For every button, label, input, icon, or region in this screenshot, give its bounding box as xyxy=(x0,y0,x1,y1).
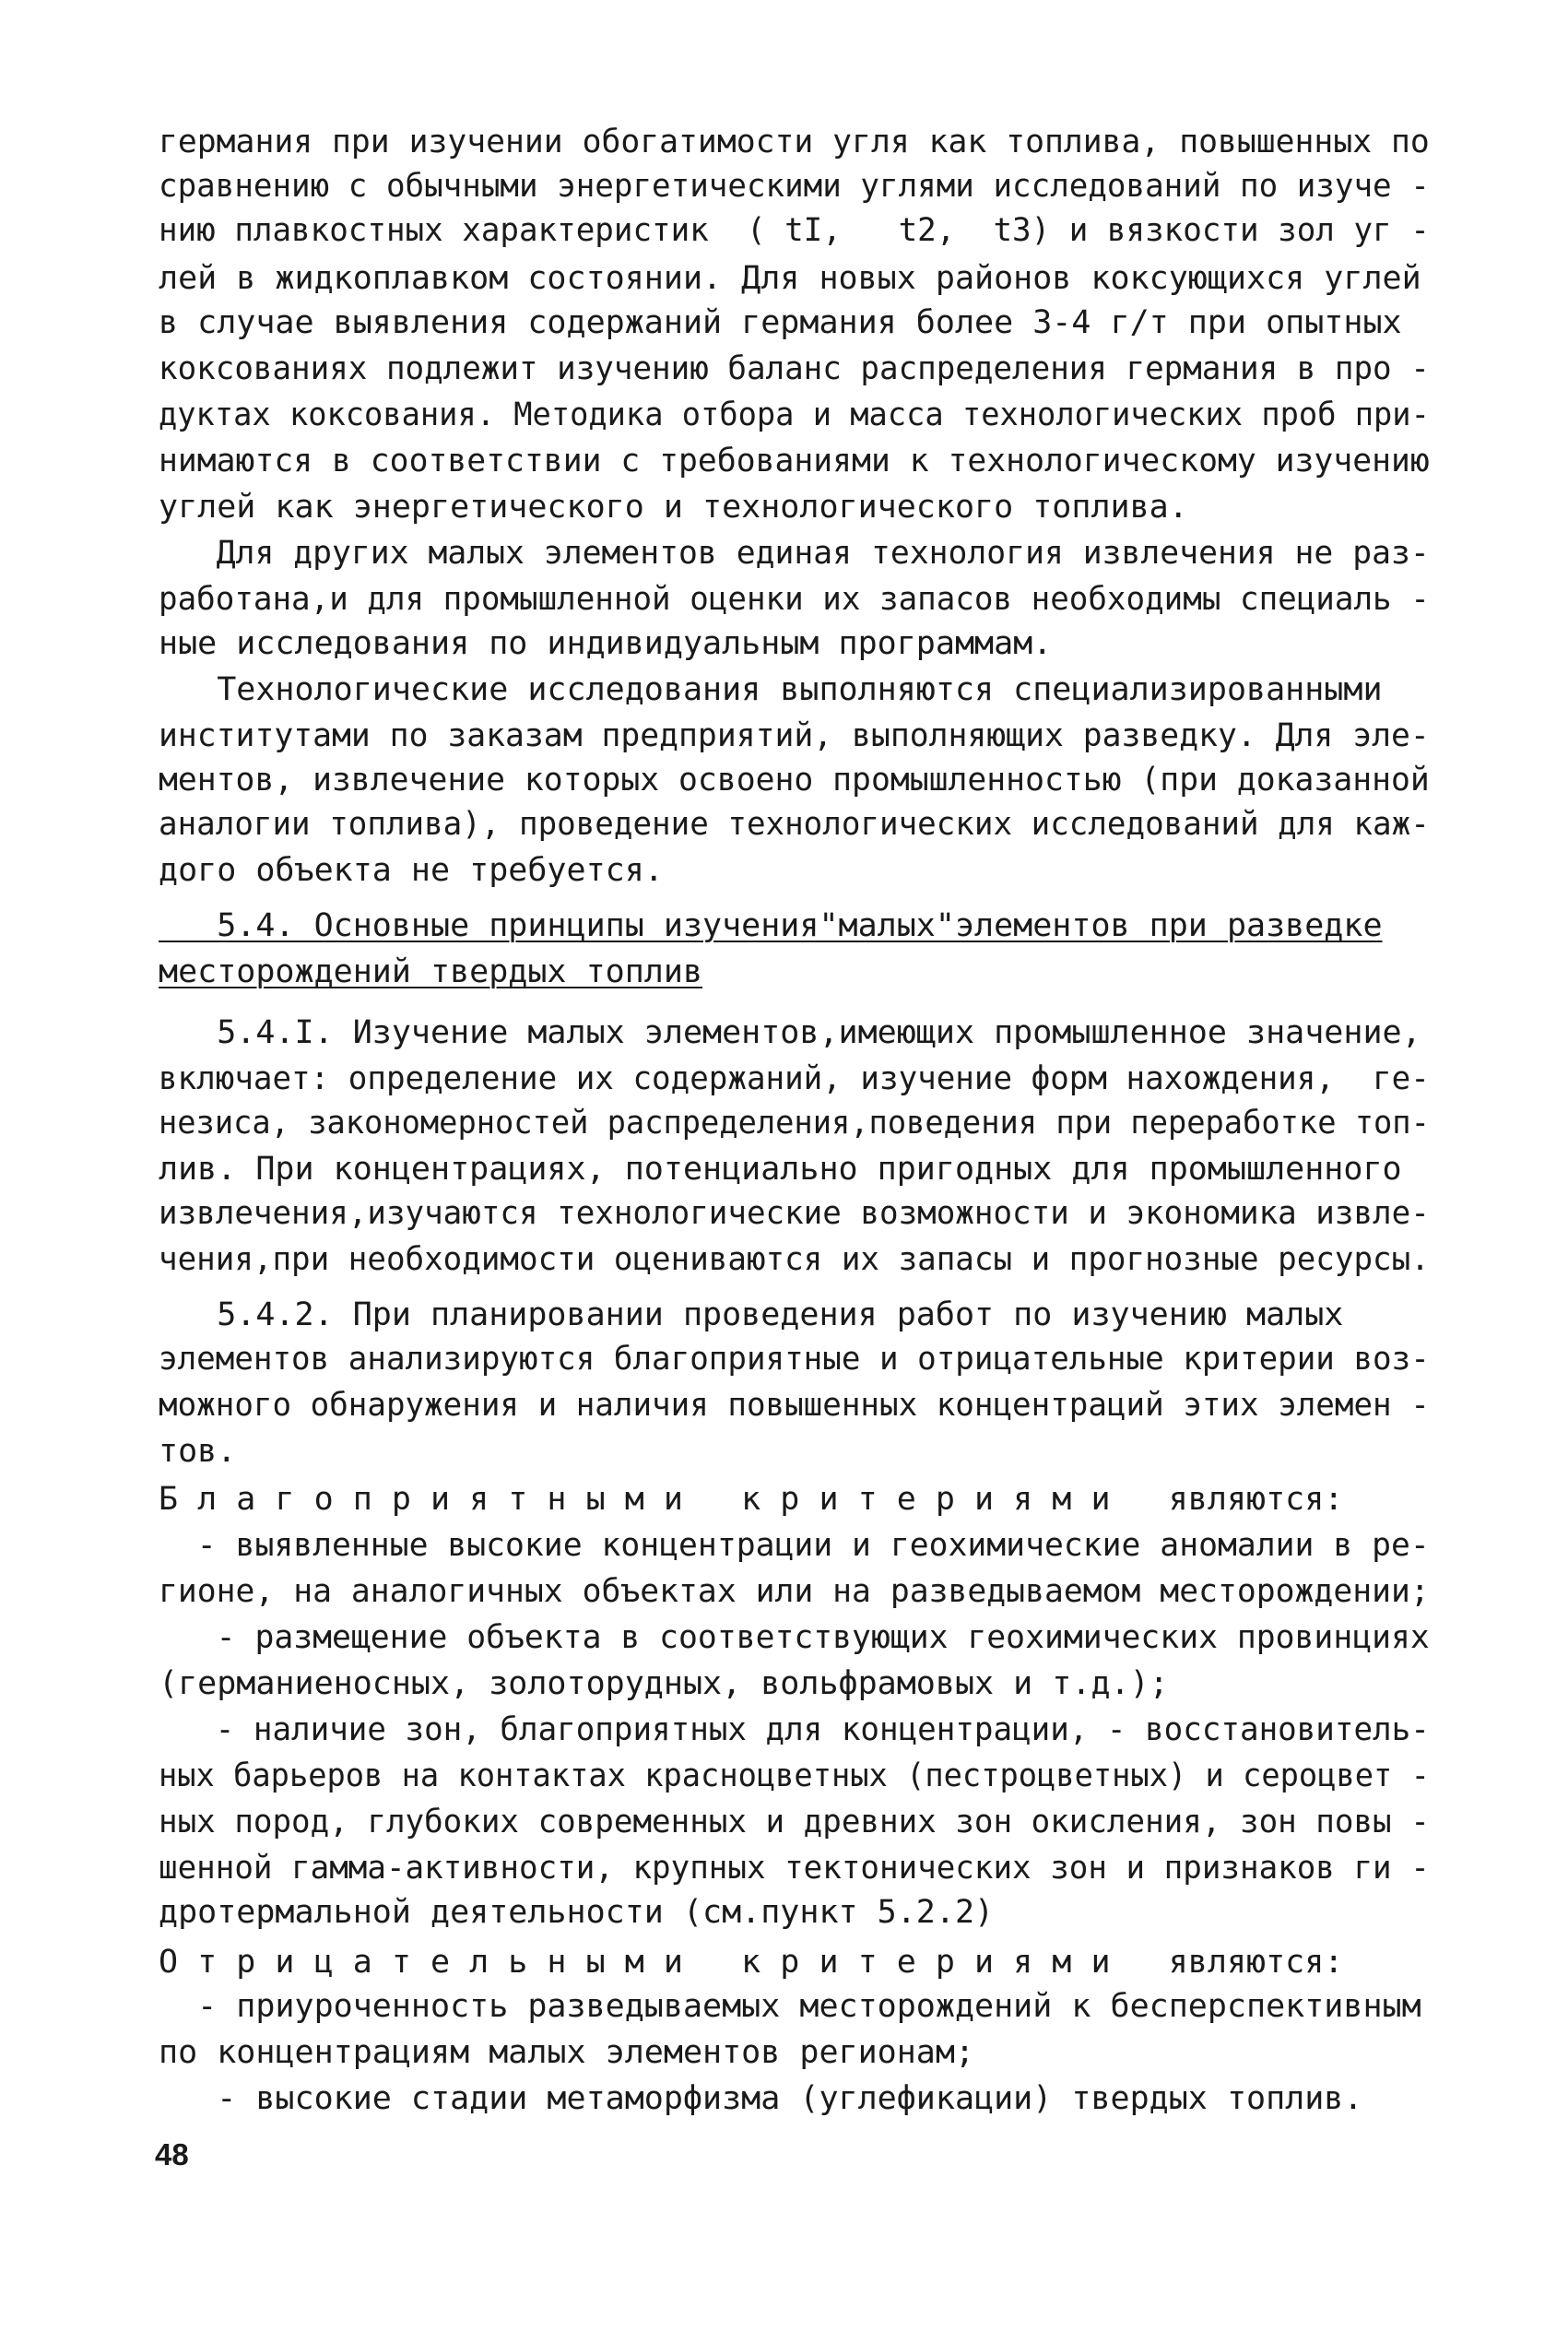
text-line: элементов анализируются благоприятные и отрицательные критерии воз- xyxy=(159,1341,1430,1378)
text-line: ные исследования по индивидуальным программам. xyxy=(159,625,1053,662)
page-number: 48 xyxy=(155,2137,189,2171)
section-heading: месторождений твердых топлив xyxy=(159,953,703,990)
text-line: можного обнаружения и наличия повышенных концентраций этих элемен - xyxy=(159,1387,1430,1424)
text-line: аналогии топлива), проведение технологических исследований для каж- xyxy=(159,806,1430,843)
text-line: по концентрациям малых элементов регионам; xyxy=(159,2034,975,2071)
text-line: Для других малых элементов единая технология извлечения не раз- xyxy=(159,535,1430,572)
text-line: углей как энергетического и технологического топлива. xyxy=(159,489,1188,526)
text-line: работана,и для промышленной оценки их запасов необходимы специаль - xyxy=(159,581,1430,618)
text-line: гионе, на аналогичных объектах или на разведываемом месторождении; xyxy=(159,1573,1430,1610)
text-line: нию плавкостных характеристик ( tI, t2, t3) и вязкости зол уг - xyxy=(159,212,1430,249)
text-line: незиса, закономерностей распределения,поведения при переработке топ- xyxy=(159,1105,1430,1142)
text-line: - наличие зон, благоприятных для концентрации, - восстановитель- xyxy=(159,1711,1430,1748)
text-line: германия при изучении обогатимости угля как топлива, повышенных по xyxy=(159,124,1430,160)
text-line: в случае выявления содержаний германия более 3-4 г/т при опытных xyxy=(159,304,1402,341)
text-line: сравнению с обычными энергетическими углями исследований по изуче - xyxy=(159,168,1430,205)
text-line: 5.4.I. Изучение малых элементов,имеющих промышленное значение, xyxy=(159,1014,1421,1051)
text-line: извлечения,изучаются технологические возможности и экономика извле- xyxy=(159,1195,1430,1232)
text-line: коксованиях подлежит изучению баланс распределения германия в про - xyxy=(159,350,1430,387)
section-heading: 5.4. Основные принципы изучения"малых"элементов при разведке xyxy=(159,907,1383,944)
text-line: 5.4.2. При планировании проведения работ по изучению малых xyxy=(159,1296,1344,1333)
text-line: - высокие стадии метаморфизма (углефикации) твердых топлив. xyxy=(159,2080,1363,2117)
text-line: - приуроченность разведываемых месторождений к бесперспективным xyxy=(159,1988,1421,2025)
text-line: институтами по заказам предприятий, выполняющих разведку. Для эле- xyxy=(159,717,1430,754)
text-line: тов. xyxy=(159,1433,237,1470)
text-line: лей в жидкоплавком состоянии. Для новых районов коксующихся углей xyxy=(159,260,1421,297)
text-line: чения,при необходимости оцениваются их запасы и прогнозные ресурсы. xyxy=(159,1241,1430,1278)
text-line: - размещение объекта в соответствующих геохимических провинциях xyxy=(159,1619,1430,1656)
text-line: (германиеносных, золоторудных, вольфрамовых и т.д.); xyxy=(159,1665,1169,1702)
text-line: дуктах коксования. Методика отбора и масса технологических проб при- xyxy=(159,396,1430,433)
text-line: Технологические исследования выполняются специализированными xyxy=(159,671,1383,708)
text-line: лив. При концентрациях, потенциально пригодных для промышленного xyxy=(159,1151,1402,1188)
text-line: Б л а г о п р и я т н ы м и к р и т е р и я м и являются: xyxy=(159,1481,1344,1518)
text-line: включает: определение их содержаний, изучение форм нахождения, ге- xyxy=(159,1060,1430,1097)
text-line: О т р и ц а т е л ь н ы м и к р и т е р и я м и являются: xyxy=(159,1944,1344,1981)
text-line: - выявленные высокие концентрации и геохимические аномалии в ре- xyxy=(159,1527,1430,1564)
text-line: шенной гамма-активности, крупных тектонических зон и признаков ги - xyxy=(159,1850,1430,1887)
text-line: ментов, извлечение которых освоено промышленностью (при доказанной xyxy=(159,762,1430,799)
text-line: ных барьеров на контактах красноцветных (пестроцветных) и сероцвет - xyxy=(159,1757,1430,1794)
text-line: ных пород, глубоких современных и древних зон окисления, зон повы - xyxy=(159,1804,1430,1840)
text-line: дротермальной деятельности (см.пункт 5.2.2) xyxy=(159,1894,995,1931)
text-line: нимаются в соответствии с требованиями к технологическому изучению xyxy=(159,443,1430,479)
text-line: дого объекта не требуется. xyxy=(159,852,664,889)
